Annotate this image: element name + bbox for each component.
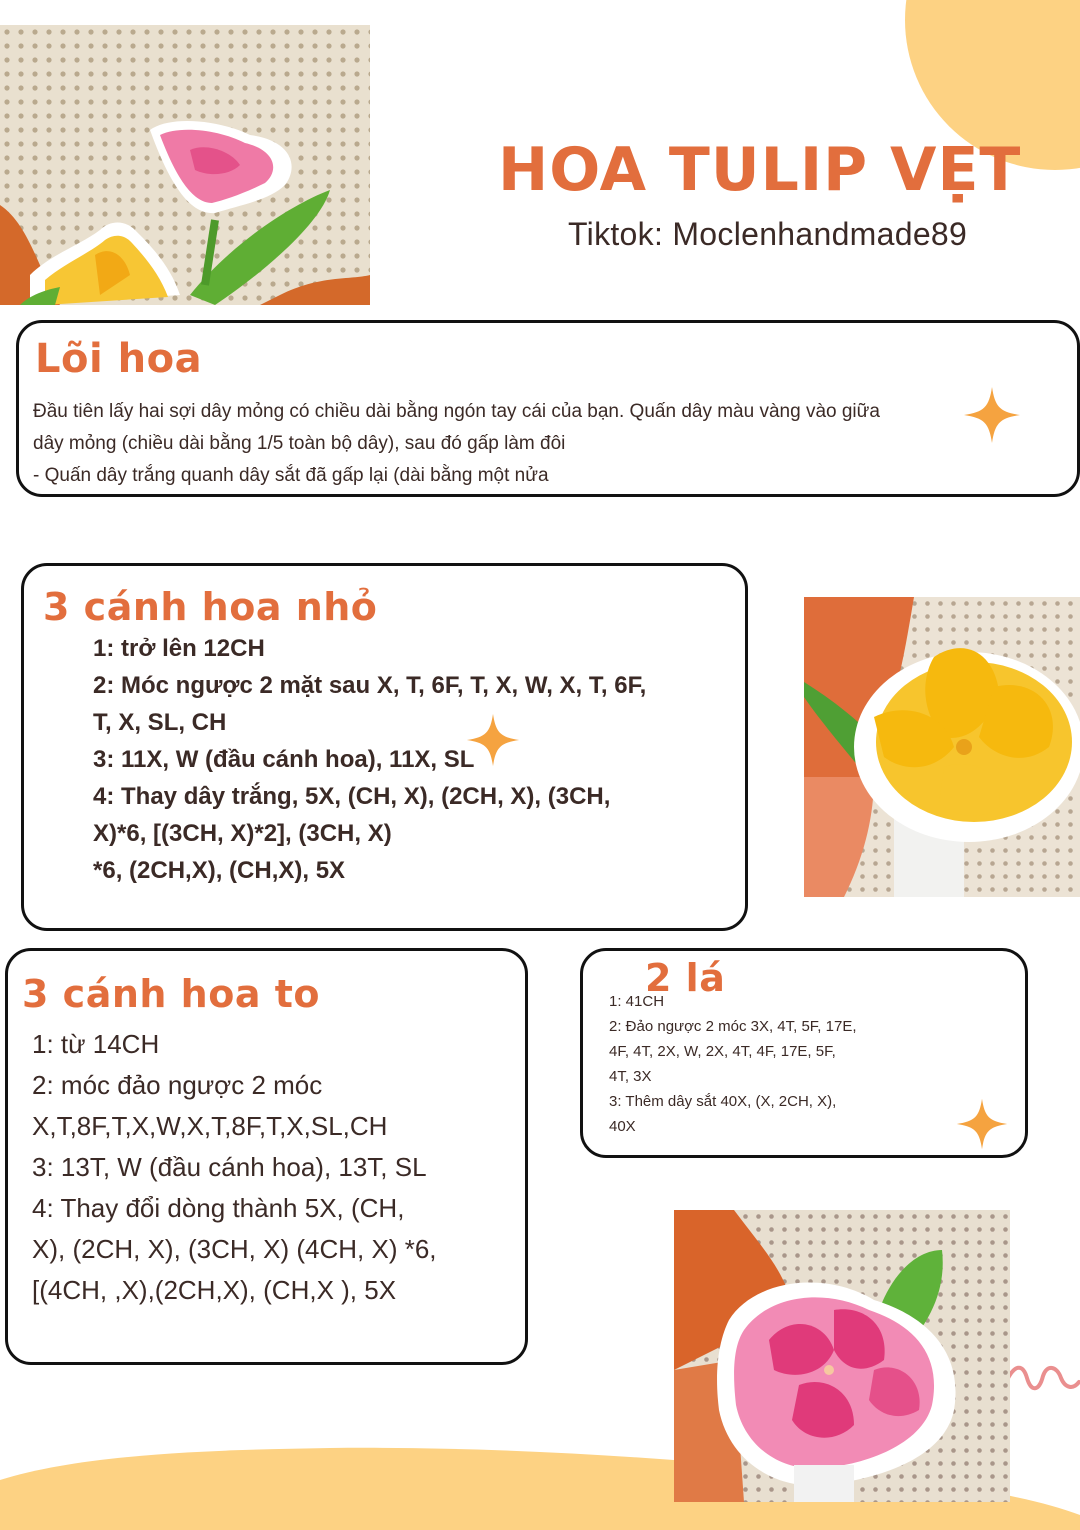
sparkle-icon	[465, 710, 521, 770]
big-petals-line: 1: từ 14CH	[32, 1029, 160, 1059]
leaves-line: 3: Thêm dây sắt 40X, (X, 2CH, X),	[609, 1093, 837, 1110]
big-petals-card	[5, 948, 528, 1365]
big-petals-line: [(4CH, ,X),(2CH,X), (CH,X ), 5X	[32, 1275, 397, 1305]
small-petals-line: T, X, SL, CH	[93, 709, 227, 736]
pink-tulip-photo	[674, 1210, 1010, 1502]
core-instructions-card	[16, 320, 1080, 497]
leaves-line: 4F, 4T, 2X, W, 2X, 4T, 4F, 17E, 5F,	[609, 1043, 836, 1060]
core-line: - Quấn dây trắng quanh dây sắt đã gấp lại (dài bằng một nửa	[33, 465, 549, 486]
small-petals-line: 2: Móc ngược 2 mặt sau X, T, 6F, T, X, W, X, T, 6F,	[93, 672, 647, 699]
big-petals-line: 3: 13T, W (đầu cánh hoa), 13T, SL	[32, 1152, 427, 1182]
small-petals-line: *6, (2CH,X), (CH,X), 5X	[93, 857, 346, 884]
big-petals-heading: 3 cánh hoa to	[22, 972, 320, 1016]
core-body	[33, 396, 880, 492]
pink-and-yellow-tulips-photo	[0, 25, 370, 305]
small-petals-line: 3: 11X, W (đầu cánh hoa), 11X, SL	[93, 746, 475, 773]
leaves-line: 4T, 3X	[609, 1068, 652, 1085]
sparkle-icon	[962, 385, 1022, 445]
big-petals-body	[32, 1024, 437, 1311]
leaves-heading: 2 lá	[645, 956, 726, 1000]
core-heading: Lõi hoa	[35, 336, 203, 382]
decorative-squiggle	[1005, 1360, 1080, 1400]
big-petals-line: X,T,8F,T,X,W,X,T,8F,T,X,SL,CH	[32, 1111, 388, 1141]
small-petals-heading: 3 cánh hoa nhỏ	[43, 585, 378, 629]
big-petals-line: 2: móc đảo ngược 2 móc	[32, 1070, 323, 1100]
small-petals-card	[21, 563, 748, 931]
big-petals-line: X), (2CH, X), (3CH, X) (4CH, X) *6,	[32, 1234, 437, 1264]
leaves-line: 1: 41CH	[609, 993, 665, 1010]
page-title: HOA TULIP VẸT	[498, 135, 1022, 205]
core-line: Đầu tiên lấy hai sợi dây mỏng có chiều dài bằng ngón tay cái của bạn. Quấn dây màu vàng vào giữa	[33, 401, 880, 422]
sparkle-icon	[955, 1095, 1009, 1153]
core-line: dây mỏng (chiều dài bằng 1/5 toàn bộ dây), sau đó gấp làm đôi	[33, 433, 566, 454]
small-petals-line: 1: trở lên 12CH	[93, 635, 265, 662]
leaves-line: 40X	[609, 1118, 636, 1135]
tiktok-handle: Tiktok: Moclenhandmade89	[568, 216, 968, 252]
big-petals-line: 4: Thay đổi dòng thành 5X, (CH,	[32, 1193, 405, 1223]
small-petals-line: 4: Thay dây trắng, 5X, (CH, X), (2CH, X), (3CH,	[93, 783, 611, 810]
yellow-tulip-photo	[804, 597, 1080, 897]
small-petals-body	[93, 630, 646, 889]
small-petals-line: X)*6, [(3CH, X)*2], (3CH, X)	[93, 820, 392, 847]
leaves-body	[609, 989, 857, 1139]
leaves-line: 2: Đảo ngược 2 móc 3X, 4T, 5F, 17E,	[609, 1018, 857, 1035]
